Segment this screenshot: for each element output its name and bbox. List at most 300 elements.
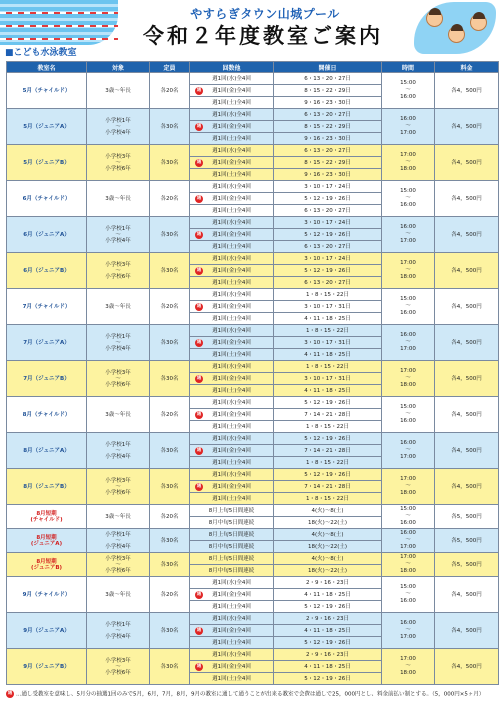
time-line: ～ — [405, 87, 411, 93]
table-row — [7, 649, 499, 661]
class-name-cell: 8月短期 (チャイルド) — [7, 505, 87, 529]
sessions-cell — [190, 109, 274, 121]
target-cell — [87, 361, 150, 397]
target-line: 小学校3年 — [105, 369, 131, 376]
time-line: 16:00 — [400, 94, 416, 100]
sessions-text: 週1回(金)全4回 — [212, 447, 251, 454]
time-line: ～ — [405, 627, 411, 633]
time-line: 18:00 — [400, 166, 416, 172]
table-header-row — [7, 62, 499, 73]
dates-cell: 7・14・21・28日 — [274, 481, 382, 493]
dates-cell: 5・12・19・26日 — [274, 229, 382, 241]
time-cell — [382, 469, 435, 505]
dates-cell: 4・11・18・25日 — [274, 385, 382, 397]
through-course-mark-icon: 通 — [196, 376, 202, 381]
sessions-text: 週1回(水)全4回 — [212, 327, 251, 334]
target-line: ～ — [115, 483, 121, 490]
sessions-cell — [190, 673, 274, 685]
sessions-text: 週1回(金)全4回 — [212, 231, 251, 238]
time-line: ～ — [405, 159, 411, 165]
sessions-text: 週1回(金)全4回 — [212, 267, 251, 274]
sessions-text: 週1回(金)全4回 — [212, 483, 251, 490]
sessions-text: 週1回(金)全4回 — [212, 411, 251, 418]
sessions-cell — [190, 421, 274, 433]
through-course-mark-icon: 通 — [196, 592, 202, 597]
sessions-text: 週1回(土)全4回 — [212, 675, 251, 682]
time-line: 17:00 — [400, 368, 416, 374]
class-name-cell: 6月（ジュニアB） — [7, 253, 87, 289]
sessions-text: 週1回(金)全4回 — [212, 627, 251, 634]
table-row — [7, 613, 499, 625]
time-cell — [382, 433, 435, 469]
through-course-mark-icon: 通 — [196, 304, 202, 309]
sessions-cell — [190, 349, 274, 361]
fee-cell: 各4，500円 — [435, 181, 499, 217]
dates-cell: 1・8・15・22日 — [274, 361, 382, 373]
target-line: 3歳～年長 — [105, 87, 131, 94]
class-name-cell: 8月（チャイルド） — [7, 397, 87, 433]
capacity-cell: 各30名 — [150, 325, 190, 361]
dates-cell: 1・8・15・22日 — [274, 289, 382, 301]
target-line: 小学校1年 — [105, 621, 131, 628]
sessions-cell — [190, 529, 274, 541]
time-line: 16:00 — [400, 620, 416, 626]
fee-cell: 各4，500円 — [435, 109, 499, 145]
target-line: 小学校3年 — [105, 477, 131, 484]
sessions-cell — [190, 337, 274, 349]
dates-cell: 5・12・19・26日 — [274, 601, 382, 613]
col-header: 時間 — [382, 62, 435, 73]
time-line: ～ — [405, 513, 411, 519]
sessions-cell — [190, 577, 274, 589]
capacity-cell: 各30名 — [150, 469, 190, 505]
time-cell — [382, 649, 435, 685]
sessions-cell — [190, 181, 274, 193]
through-course-mark-icon: 通 — [196, 412, 202, 417]
time-line: 15:00 — [400, 404, 416, 410]
dates-cell: 6・13・20・27日 — [274, 145, 382, 157]
lane-rope — [0, 12, 118, 14]
dates-cell: 9・16・23・30日 — [274, 97, 382, 109]
col-header: 教室名 — [7, 62, 87, 73]
sessions-text: 週1回(水)全4回 — [212, 255, 251, 262]
class-name-cell: 9月（ジュニアB） — [7, 649, 87, 685]
through-course-mark-icon: 通 — [196, 268, 202, 273]
sessions-text: 週1回(水)全4回 — [212, 471, 251, 478]
dates-cell: 3・10・17・31日 — [274, 301, 382, 313]
time-line: 15:00 — [400, 80, 416, 86]
dates-cell: 4・11・18・25日 — [274, 589, 382, 601]
through-course-mark-icon: 通 — [196, 448, 202, 453]
time-line: ～ — [405, 483, 411, 489]
sessions-cell — [190, 157, 274, 169]
dates-cell: 4・11・18・25日 — [274, 349, 382, 361]
dates-cell: 2・9・16・23日 — [274, 649, 382, 661]
col-header: 対象 — [87, 62, 150, 73]
dates-cell: 5・12・19・26日 — [274, 469, 382, 481]
time-line: 15:00 — [400, 584, 416, 590]
schedule-table — [6, 61, 499, 685]
sessions-cell — [190, 493, 274, 505]
sessions-text: 8月上旬5日間連続 — [208, 507, 255, 514]
sessions-text: 週1回(水)全4回 — [212, 579, 251, 586]
time-cell — [382, 553, 435, 577]
sessions-text: 週1回(土)全4回 — [212, 279, 251, 286]
pool-illustration — [0, 0, 118, 45]
target-cell — [87, 529, 150, 553]
sessions-text: 週1回(土)全4回 — [212, 387, 251, 394]
sessions-text: 週1回(土)全4回 — [212, 171, 251, 178]
sessions-cell — [190, 145, 274, 157]
sessions-cell — [190, 589, 274, 601]
class-name-cell: 8月短期 (ジュニアA) — [7, 529, 87, 553]
time-line: ～ — [405, 411, 411, 417]
class-name-cell: 5月（ジュニアB） — [7, 145, 87, 181]
fee-cell: 各4，500円 — [435, 577, 499, 613]
table-row — [7, 577, 499, 589]
target-line: 小学校4年 — [105, 543, 131, 550]
time-line: 15:00 — [400, 188, 416, 194]
through-course-mark-icon: 通 — [196, 340, 202, 345]
dates-cell: 18(火)～22(土) — [274, 565, 382, 577]
target-cell — [87, 289, 150, 325]
time-line: ～ — [405, 591, 411, 597]
table-row — [7, 529, 499, 541]
target-cell — [87, 109, 150, 145]
table-row — [7, 553, 499, 565]
time-cell — [382, 361, 435, 397]
sessions-text: 週1回(金)全4回 — [212, 663, 251, 670]
sessions-cell — [190, 73, 274, 85]
target-line: 小学校1年 — [105, 117, 131, 124]
time-line: 17:00 — [400, 656, 416, 662]
fee-cell: 各4，500円 — [435, 433, 499, 469]
capacity-cell: 各30名 — [150, 253, 190, 289]
target-cell — [87, 73, 150, 109]
target-line: ～ — [115, 159, 121, 166]
sessions-text: 週1回(水)全4回 — [212, 183, 251, 190]
sessions-text: 週1回(水)全4回 — [212, 435, 251, 442]
sessions-cell — [190, 121, 274, 133]
capacity-cell: 各30名 — [150, 217, 190, 253]
section-heading: ■こども水泳教室 — [5, 48, 77, 58]
sessions-text: 週1回(土)全4回 — [212, 315, 251, 322]
time-line: 17:00 — [400, 476, 416, 482]
target-cell — [87, 649, 150, 685]
fee-cell: 各5，500円 — [435, 553, 499, 577]
dates-cell: 4・11・18・25日 — [274, 313, 382, 325]
fee-cell: 各4，500円 — [435, 613, 499, 649]
dates-cell: 4(火)～8(土) — [274, 529, 382, 541]
sessions-cell — [190, 469, 274, 481]
table-row — [7, 397, 499, 409]
col-header: 料金 — [435, 62, 499, 73]
sessions-cell — [190, 325, 274, 337]
target-cell — [87, 145, 150, 181]
sessions-text: 週1回(金)全4回 — [212, 591, 251, 598]
sessions-cell — [190, 565, 274, 577]
target-line: 3歳～年長 — [105, 513, 131, 520]
time-cell — [382, 577, 435, 613]
time-line: 18:00 — [400, 382, 416, 388]
sessions-text: 週1回(水)全4回 — [212, 291, 251, 298]
sessions-text: 8月上旬5日間連続 — [208, 555, 255, 562]
dates-cell: 6・13・20・27日 — [274, 73, 382, 85]
time-line: 16:00 — [400, 202, 416, 208]
target-cell — [87, 469, 150, 505]
target-line: 3歳～年長 — [105, 411, 131, 418]
dates-cell: 9・16・23・30日 — [274, 169, 382, 181]
target-cell — [87, 181, 150, 217]
sessions-cell — [190, 373, 274, 385]
sessions-cell — [190, 661, 274, 673]
time-line: 17:00 — [400, 238, 416, 244]
capacity-cell: 各30名 — [150, 433, 190, 469]
dates-cell: 8・15・22・29日 — [274, 157, 382, 169]
time-line: ～ — [405, 267, 411, 273]
target-cell — [87, 217, 150, 253]
dates-cell: 9・16・23・30日 — [274, 133, 382, 145]
fee-cell: 各5，500円 — [435, 529, 499, 553]
time-cell — [382, 397, 435, 433]
page-title: 令和２年度教室ご案内 — [143, 24, 383, 48]
class-name-cell: 7月（チャイルド） — [7, 289, 87, 325]
sessions-text: 週1回(水)全4回 — [212, 111, 251, 118]
target-line: 小学校4年 — [105, 237, 131, 244]
class-name-cell: 7月（ジュニアA） — [7, 325, 87, 361]
capacity-cell: 各30名 — [150, 553, 190, 577]
sessions-text: 週1回(土)全4回 — [212, 99, 251, 106]
capacity-cell: 各30名 — [150, 649, 190, 685]
time-cell — [382, 613, 435, 649]
sessions-text: 8月中旬5日間連続 — [208, 567, 255, 574]
dates-cell: 3・10・17・31日 — [274, 337, 382, 349]
target-cell — [87, 577, 150, 613]
target-line: ～ — [115, 447, 121, 454]
sessions-text: 週1回(土)全4回 — [212, 135, 251, 142]
sessions-cell — [190, 97, 274, 109]
class-name-cell: 8月（ジュニアA） — [7, 433, 87, 469]
sessions-cell — [190, 601, 274, 613]
sessions-cell — [190, 169, 274, 181]
target-line: 小学校6年 — [105, 669, 131, 676]
dates-cell: 1・8・15・22日 — [274, 325, 382, 337]
time-cell — [382, 73, 435, 109]
target-cell — [87, 433, 150, 469]
time-cell — [382, 181, 435, 217]
sessions-text: 週1回(金)全4回 — [212, 123, 251, 130]
dates-cell: 1・8・15・22日 — [274, 421, 382, 433]
sessions-cell — [190, 445, 274, 457]
target-line: 3歳～年長 — [105, 195, 131, 202]
class-name-cell: 6月（ジュニアA） — [7, 217, 87, 253]
sessions-text: 週1回(水)全4回 — [212, 219, 251, 226]
target-line: ～ — [115, 267, 121, 274]
sessions-text: 週1回(水)全4回 — [212, 147, 251, 154]
class-name-cell: 5月（ジュニアA） — [7, 109, 87, 145]
sessions-cell — [190, 277, 274, 289]
capacity-cell: 各20名 — [150, 73, 190, 109]
table-row — [7, 325, 499, 337]
time-line: ～ — [405, 339, 411, 345]
sessions-text: 週1回(土)全4回 — [212, 243, 251, 250]
target-line: 小学校4年 — [105, 129, 131, 136]
dates-cell: 3・10・17・24日 — [274, 181, 382, 193]
time-line: ～ — [405, 303, 411, 309]
target-line: 小学校6年 — [105, 489, 131, 496]
sessions-text: 週1回(金)全4回 — [212, 339, 251, 346]
sessions-text: 8月中旬5日間連続 — [208, 543, 255, 550]
fee-cell: 各4，500円 — [435, 325, 499, 361]
class-name-cell: 7月（ジュニアB） — [7, 361, 87, 397]
through-course-mark-icon: 通 — [196, 196, 202, 201]
time-line: 17:00 — [400, 544, 416, 550]
time-line: ～ — [405, 447, 411, 453]
sessions-cell — [190, 553, 274, 565]
facility-name: やすらぎタウン山城プール — [190, 7, 340, 21]
lane-rope — [0, 38, 118, 40]
target-line: 小学校1年 — [105, 333, 131, 340]
time-line: 18:00 — [400, 670, 416, 676]
dates-cell: 5・12・19・26日 — [274, 193, 382, 205]
table-row — [7, 505, 499, 517]
time-line: 17:00 — [400, 152, 416, 158]
sessions-cell — [190, 385, 274, 397]
dates-cell: 1・8・15・22日 — [274, 493, 382, 505]
col-header: 定員 — [150, 62, 190, 73]
time-cell — [382, 289, 435, 325]
target-line: 小学校6年 — [105, 165, 131, 172]
sessions-text: 週1回(金)全4回 — [212, 375, 251, 382]
time-line: 16:00 — [400, 520, 416, 526]
target-line: 小学校3年 — [105, 153, 131, 160]
sessions-text: 週1回(水)全4回 — [212, 75, 251, 82]
dates-cell: 2・9・16・23日 — [274, 613, 382, 625]
fee-cell: 各4，500円 — [435, 649, 499, 685]
dates-cell: 6・13・20・27日 — [274, 241, 382, 253]
through-course-mark-icon: 通 — [196, 664, 202, 669]
dates-cell: 18(火)～22(土) — [274, 541, 382, 553]
target-line: 小学校4年 — [105, 345, 131, 352]
fee-cell: 各4，500円 — [435, 145, 499, 181]
through-course-mark-icon: 通 — [196, 484, 202, 489]
sessions-cell — [190, 133, 274, 145]
fee-cell: 各4，500円 — [435, 217, 499, 253]
sessions-text: 週1回(水)全4回 — [212, 399, 251, 406]
target-line: 小学校1年 — [105, 225, 131, 232]
target-line: 小学校3年 — [105, 555, 131, 562]
sessions-text: 週1回(土)全4回 — [212, 639, 251, 646]
target-line: 小学校6年 — [105, 381, 131, 388]
dates-cell: 6・13・20・27日 — [274, 277, 382, 289]
target-line: ～ — [115, 339, 121, 346]
time-line: ～ — [405, 663, 411, 669]
time-line: 17:00 — [400, 260, 416, 266]
dates-cell: 4(火)～8(土) — [274, 505, 382, 517]
dates-cell: 8・15・22・29日 — [274, 121, 382, 133]
target-cell — [87, 397, 150, 433]
sessions-text: 週1回(土)全4回 — [212, 351, 251, 358]
table-row — [7, 181, 499, 193]
target-line: ～ — [115, 663, 121, 670]
capacity-cell: 各20名 — [150, 505, 190, 529]
through-course-mark-icon: 通 — [196, 124, 202, 129]
table-row — [7, 253, 499, 265]
sessions-cell — [190, 505, 274, 517]
dates-cell: 3・10・17・24日 — [274, 217, 382, 229]
dates-cell: 7・14・21・28日 — [274, 409, 382, 421]
sessions-text: 週1回(土)全4回 — [212, 459, 251, 466]
sessions-cell — [190, 361, 274, 373]
dates-cell: 2・9・16・23日 — [274, 577, 382, 589]
table-row — [7, 433, 499, 445]
time-cell — [382, 529, 435, 553]
time-line: 16:00 — [400, 224, 416, 230]
dates-cell: 8・15・22・29日 — [274, 85, 382, 97]
through-course-mark-icon: 通 — [196, 628, 202, 633]
fee-cell: 各4，500円 — [435, 289, 499, 325]
time-cell — [382, 325, 435, 361]
target-line: 小学校6年 — [105, 273, 131, 280]
class-name-cell: 8月（ジュニアB） — [7, 469, 87, 505]
target-line: ～ — [115, 231, 121, 238]
dates-cell: 4(火)～8(土) — [274, 553, 382, 565]
fee-cell: 各5，500円 — [435, 505, 499, 529]
sessions-cell — [190, 457, 274, 469]
col-header: 回数他 — [190, 62, 274, 73]
time-line: 18:00 — [400, 490, 416, 496]
target-line: 小学校1年 — [105, 441, 131, 448]
sessions-cell — [190, 205, 274, 217]
target-line: 小学校3年 — [105, 261, 131, 268]
time-line: ～ — [405, 231, 411, 237]
sessions-text: 週1回(金)全4回 — [212, 303, 251, 310]
time-line: ～ — [405, 537, 411, 543]
dates-cell: 5・12・19・26日 — [274, 397, 382, 409]
sessions-text: 週1回(土)全4回 — [212, 603, 251, 610]
sessions-cell — [190, 193, 274, 205]
sessions-cell — [190, 313, 274, 325]
table-row — [7, 217, 499, 229]
sessions-cell — [190, 613, 274, 625]
footnote — [6, 690, 498, 699]
sessions-cell — [190, 229, 274, 241]
table-row — [7, 73, 499, 85]
capacity-cell: 各20名 — [150, 181, 190, 217]
dates-cell: 5・12・19・26日 — [274, 433, 382, 445]
fee-cell: 各4，500円 — [435, 253, 499, 289]
class-name-cell: 9月（ジュニアA） — [7, 613, 87, 649]
capacity-cell: 各30名 — [150, 529, 190, 553]
fee-cell: 各4，500円 — [435, 397, 499, 433]
sessions-text: 週1回(水)全4回 — [212, 363, 251, 370]
fee-cell: 各4，500円 — [435, 361, 499, 397]
sessions-cell — [190, 265, 274, 277]
capacity-cell: 各20名 — [150, 289, 190, 325]
time-line: 17:00 — [400, 634, 416, 640]
target-line: 小学校4年 — [105, 633, 131, 640]
time-line: ～ — [405, 123, 411, 129]
capacity-cell: 各30名 — [150, 613, 190, 649]
time-line: 15:00 — [400, 506, 416, 512]
class-name-cell: 6月（チャイルド） — [7, 181, 87, 217]
sessions-text: 週1回(土)全4回 — [212, 423, 251, 430]
sessions-cell — [190, 397, 274, 409]
target-line: 3歳～年長 — [105, 591, 131, 598]
sessions-text: 週1回(土)全4回 — [212, 495, 251, 502]
time-line: ～ — [405, 195, 411, 201]
table-row — [7, 289, 499, 301]
